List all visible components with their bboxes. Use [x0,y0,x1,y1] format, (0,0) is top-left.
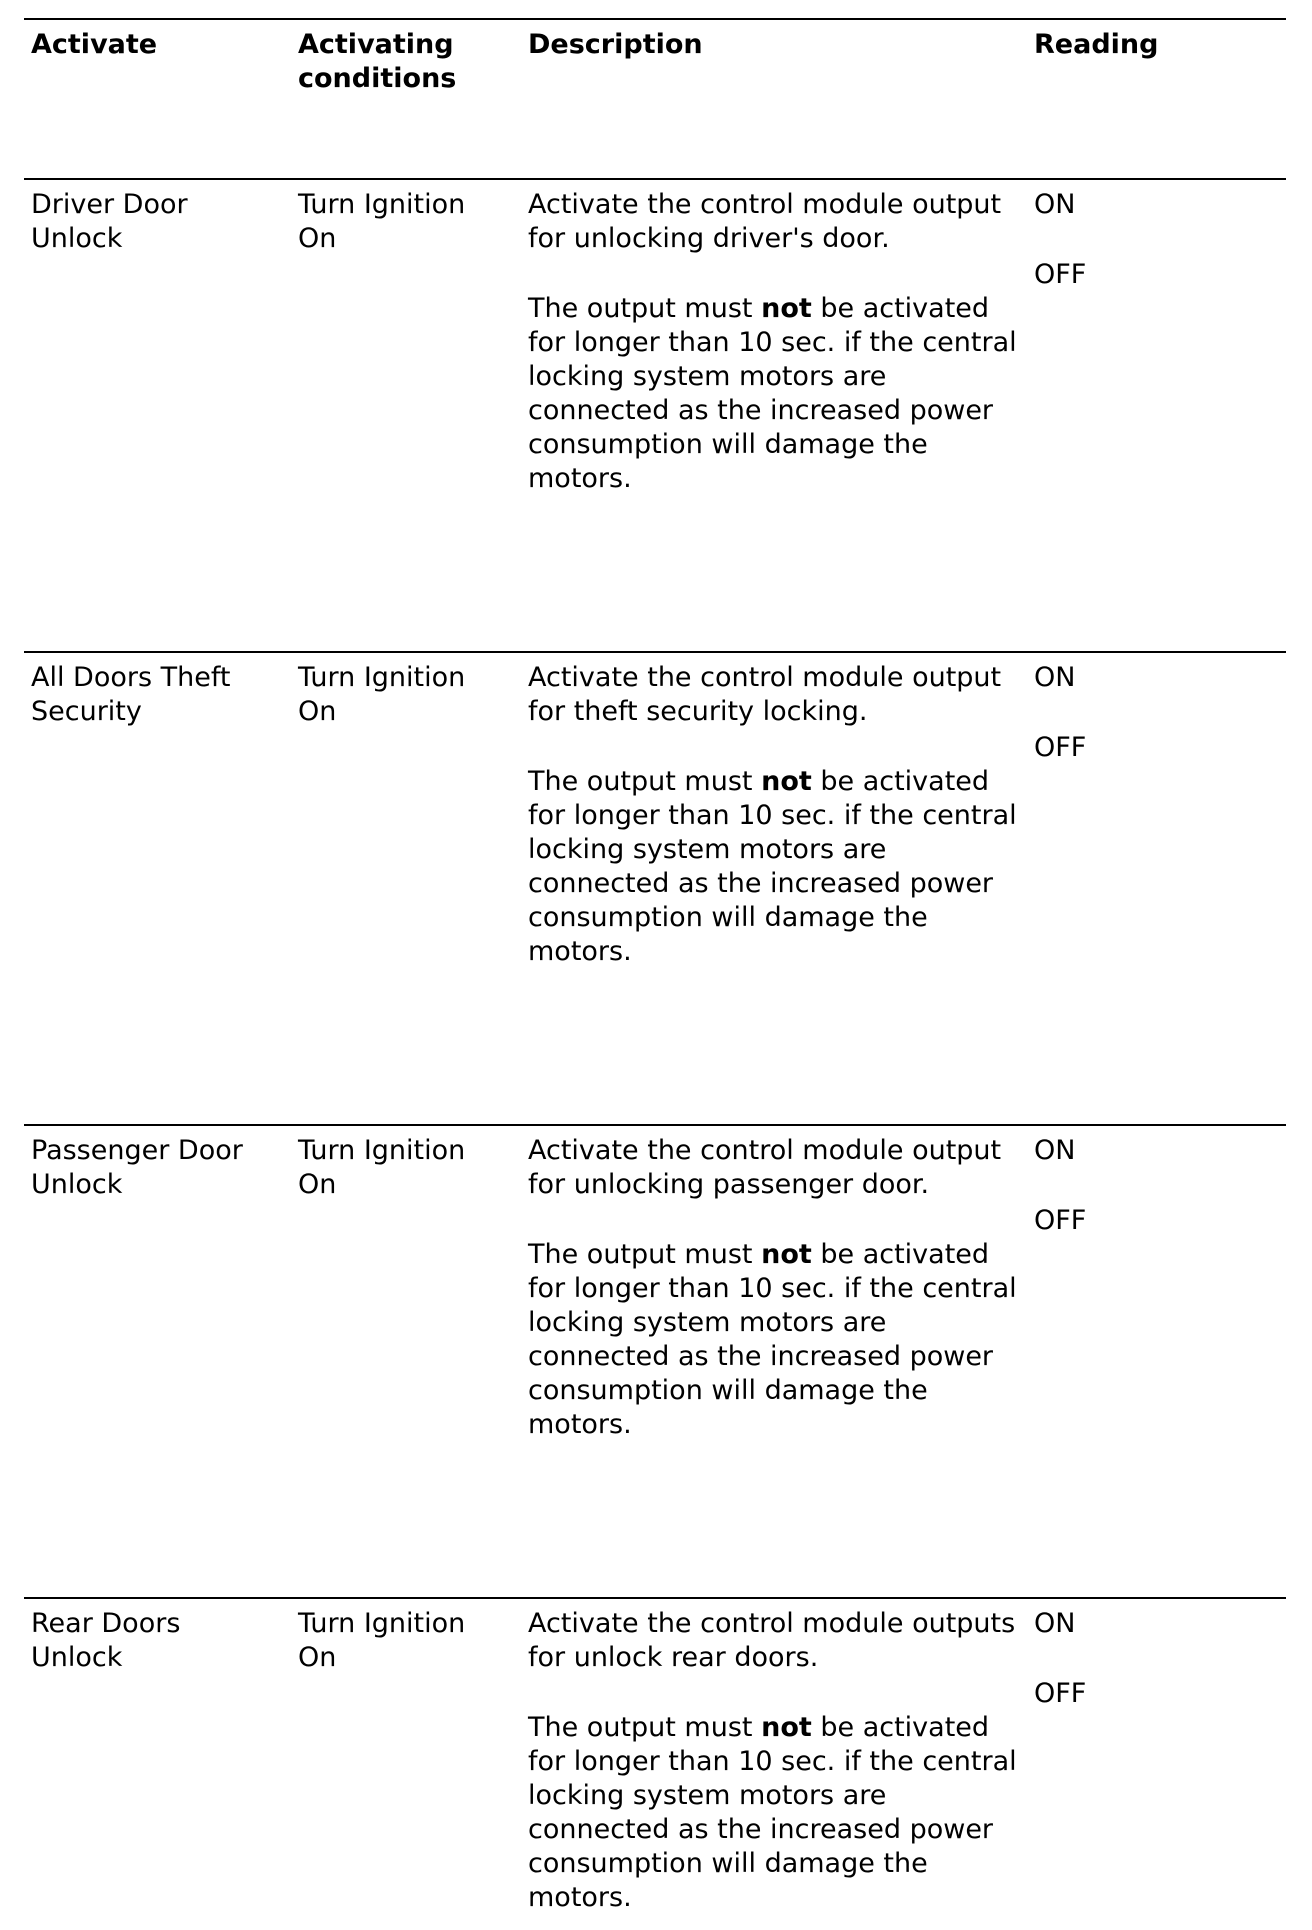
reading-on: ON [1034,189,1076,220]
reading-on: ON [1034,662,1076,693]
description-warning [528,1238,1028,1442]
row-description [528,188,1028,496]
warning-emphasis: not [761,1712,812,1743]
warning-text-end: be activated for longer than 10 sec. if the central locking system motors are connected as the increased power consumption will damage the motors. [528,1712,1017,1913]
description-summary: Activate the control module output for unlocking passenger door. [528,1135,1002,1200]
warning-text-start: The output must [528,1239,762,1270]
row-activate: Driver Door Unlock [31,189,188,254]
row-activate: Passenger Door Unlock [31,1135,243,1200]
warning-text-start: The output must [528,293,762,324]
warning-emphasis: not [761,1239,812,1270]
reading-off: OFF [1034,259,1087,290]
warning-text-start: The output must [528,1712,762,1743]
header-activating-conditions: Activating conditions [298,29,457,94]
row-activate: Rear Doors Unlock [31,1608,181,1673]
row-description [528,661,1028,969]
row-activate: All Doors Theft Security [31,662,231,727]
description-warning [528,292,1028,496]
description-warning [528,765,1028,969]
description-summary: Activate the control module output for theft security locking. [528,662,1002,727]
header-description: Description [528,29,703,60]
row-activating-conditions: Turn Ignition On [298,1135,466,1200]
header-activate: Activate [31,29,158,60]
reading-on: ON [1034,1135,1076,1166]
reading-off: OFF [1034,732,1087,763]
table-top-rule [24,18,1286,20]
reading-off: OFF [1034,1205,1087,1236]
warning-text-end: be activated for longer than 10 sec. if the central locking system motors are connected as the increased power consumption will damage the motors. [528,766,1017,967]
description-warning [528,1711,1028,1915]
row-reading [1034,661,1254,765]
header-reading: Reading [1034,29,1159,60]
row-divider [24,178,1286,180]
warning-text-end: be activated for longer than 10 sec. if the central locking system motors are connected as the increased power consumption will damage the motors. [528,293,1017,494]
warning-emphasis: not [761,293,812,324]
reading-on: ON [1034,1608,1076,1639]
description-summary: Activate the control module output for unlocking driver's door. [528,189,1002,254]
warning-text-end: be activated for longer than 10 sec. if the central locking system motors are connected as the increased power consumption will damage the motors. [528,1239,1017,1440]
description-summary: Activate the control module outputs for unlock rear doors. [528,1608,1016,1673]
reading-off: OFF [1034,1678,1087,1709]
row-description [528,1607,1028,1915]
row-reading [1034,1134,1254,1238]
row-divider [24,1124,1286,1126]
warning-text-start: The output must [528,766,762,797]
row-reading [1034,188,1254,292]
warning-emphasis: not [761,766,812,797]
row-divider [24,651,1286,653]
row-description [528,1134,1028,1442]
row-activating-conditions: Turn Ignition On [298,662,466,727]
row-reading [1034,1607,1254,1711]
row-activating-conditions: Turn Ignition On [298,189,466,254]
row-divider [24,1597,1286,1599]
row-activating-conditions: Turn Ignition On [298,1608,466,1673]
